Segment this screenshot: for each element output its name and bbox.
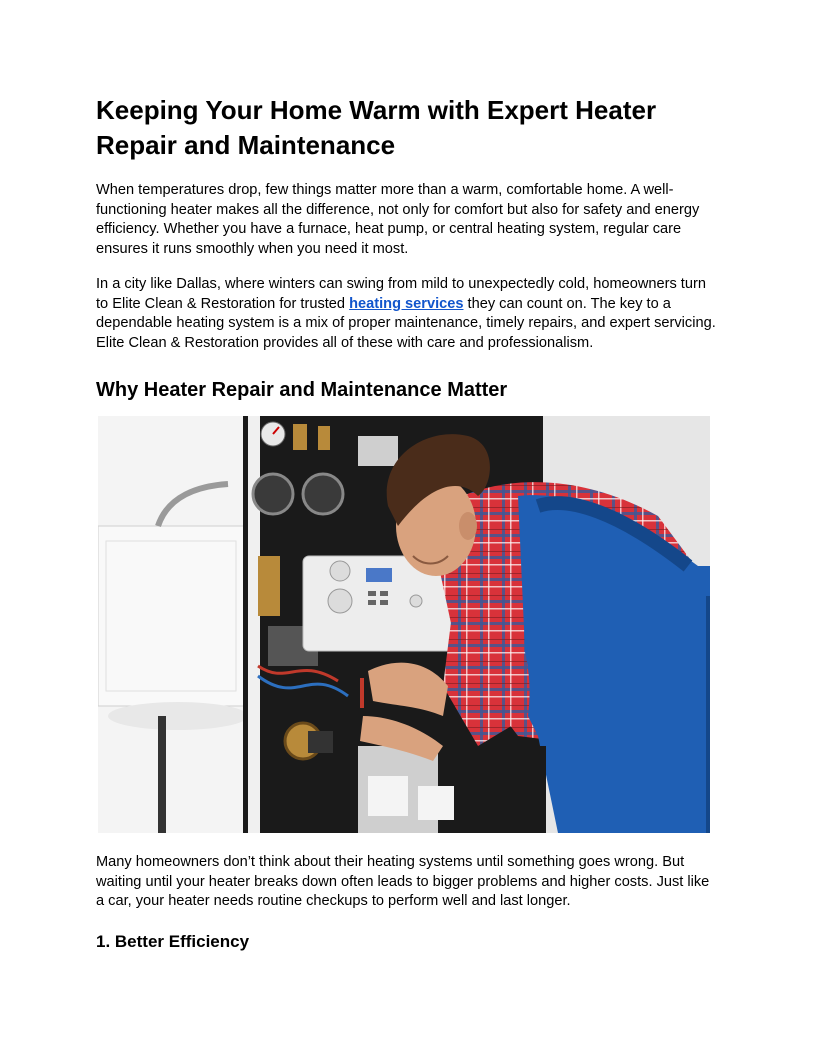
control-knob-bottom <box>328 589 352 613</box>
page-title: Keeping Your Home Warm with Expert Heater Repair and Maintenance <box>96 95 657 160</box>
heating-services-link[interactable]: heating services <box>349 295 464 312</box>
technician-photo <box>98 416 710 833</box>
screwdriver <box>360 678 364 708</box>
subheading-better-efficiency: 1. Better Efficiency <box>96 932 250 951</box>
homeowners-paragraph: Many homeowners don’t think about their heating systems until something goes wrong. But waiting until your heater breaks down often leads to bigger problems and higher costs. Just like a car, your heater needs routine checkups to perform well and last longer. <box>96 854 710 910</box>
dallas-paragraph-after: they can count on. The key to a dependable heating system is a mix of proper maintenance, timely repairs, and expert servicing. Elite Clean & Restoration provides all of these with care and professionalism. <box>96 295 716 351</box>
dallas-paragraph-before: In a city like Dallas, where winters can swing from mild to unexpectedly cold, homeowners turn to Elite Clean & Restoration for trusted <box>96 276 706 312</box>
dallas-paragraph <box>96 275 720 353</box>
control-knob-top <box>330 561 350 581</box>
open-door-panel <box>98 526 248 706</box>
intro-paragraph: When temperatures drop, few things matter more than a warm, comfortable home. A well-functioning heater makes all the difference, not only for comfort but also for safety and energy efficiency. Whether you have a furnace, heat pump, or central heating system, regular care ensures it runs smoothly when you need it most. <box>96 182 700 257</box>
display-screen <box>366 568 392 582</box>
technician-illustration <box>98 416 710 833</box>
section-heading: Why Heater Repair and Maintenance Matter <box>96 379 508 401</box>
